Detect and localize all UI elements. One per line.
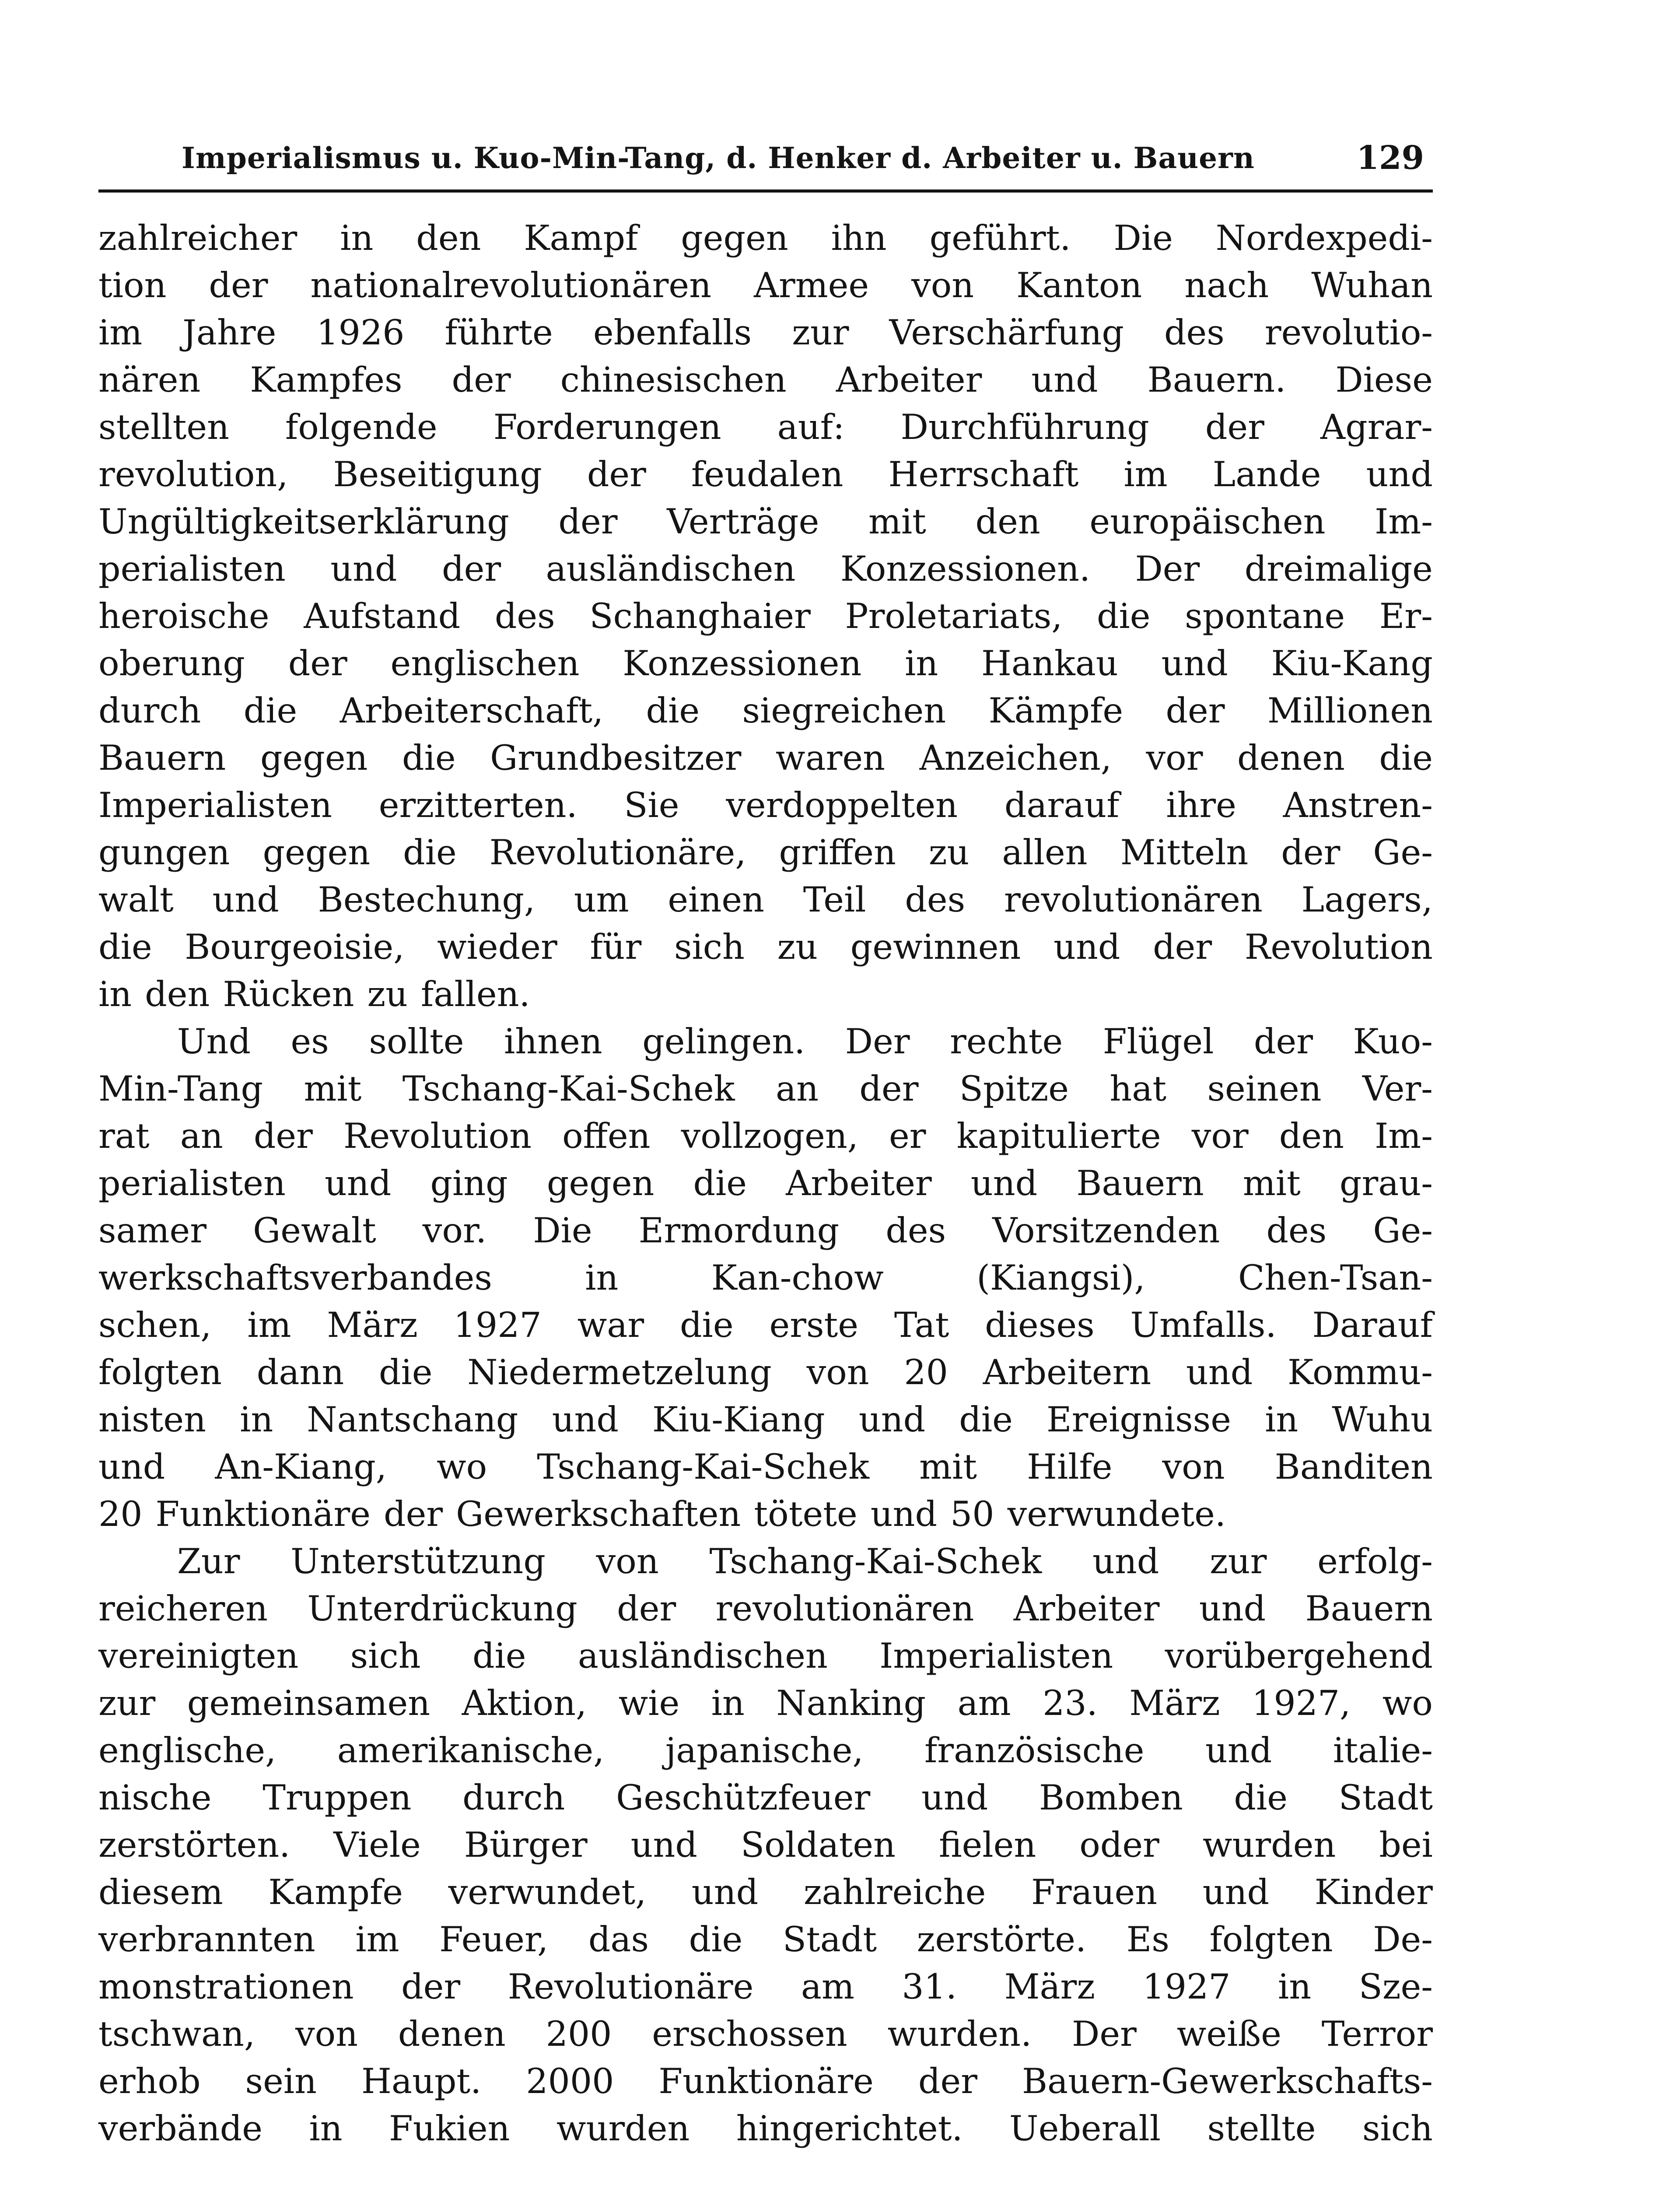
text-line: heroische Aufstand des Schanghaier Proletariats, die spontane Er- bbox=[98, 596, 1433, 636]
text-line: Und es sollte ihnen gelingen. Der rechte Flügel der Kuo- bbox=[177, 1021, 1433, 1062]
text-line: Ungültigkeitserklärung der Verträge mit den europäischen Im- bbox=[98, 501, 1433, 542]
text-line: rat an der Revolution offen vollzogen, er kapitulierte vor den Im- bbox=[98, 1116, 1433, 1156]
header-rule bbox=[98, 189, 1433, 193]
text-line: stellten folgende Forderungen auf: Durchführung der Agrar- bbox=[98, 407, 1433, 447]
text-line: und An-Kiang, wo Tschang-Kai-Schek mit Hilfe von Banditen bbox=[98, 1447, 1433, 1487]
body-text bbox=[98, 214, 1433, 2152]
text-line: nische Truppen durch Geschützfeuer und Bomben die Stadt bbox=[98, 1778, 1433, 1818]
text-line: die Bourgeoisie, wieder für sich zu gewinnen und der Revolution bbox=[98, 927, 1433, 967]
text-line: verbrannten im Feuer, das die Stadt zerstörte. Es folgten De- bbox=[98, 1919, 1433, 1960]
text-line: Zur Unterstützung von Tschang-Kai-Schek und zur erfolg- bbox=[177, 1541, 1433, 1581]
text-line: walt und Bestechung, um einen Teil des revolutionären Lagers, bbox=[98, 880, 1433, 920]
text-line: oberung der englischen Konzessionen in Hankau und Kiu-Kang bbox=[98, 643, 1433, 684]
text-line: Min-Tang mit Tschang-Kai-Schek an der Spitze hat seinen Ver- bbox=[98, 1069, 1433, 1109]
text-line: zerstörten. Viele Bürger und Soldaten fielen oder wurden bei bbox=[98, 1825, 1433, 1865]
text-line: schen, im März 1927 war die erste Tat dieses Umfalls. Darauf bbox=[98, 1305, 1433, 1345]
text-line: reicheren Unterdrückung der revolutionären Arbeiter und Bauern bbox=[98, 1588, 1433, 1629]
text-line: nisten in Nantschang und Kiu-Kiang und die Ereignisse in Wuhu bbox=[98, 1399, 1433, 1440]
text-line: tion der nationalrevolutionären Armee von Kanton nach Wuhan bbox=[98, 265, 1433, 305]
text-line: gungen gegen die Revolutionäre, griffen zu allen Mitteln der Ge- bbox=[98, 832, 1433, 873]
text-line: nären Kampfes der chinesischen Arbeiter und Bauern. Diese bbox=[98, 360, 1433, 400]
text-line: perialisten und ging gegen die Arbeiter und Bauern mit grau- bbox=[98, 1163, 1433, 1203]
text-line: in den Rücken zu fallen. bbox=[98, 974, 530, 1014]
text-line: durch die Arbeiterschaft, die siegreichen Kämpfe der Millionen bbox=[98, 691, 1433, 731]
text-line: diesem Kampfe verwundet, und zahlreiche Frauen und Kinder bbox=[98, 1872, 1433, 1912]
text-line: im Jahre 1926 führte ebenfalls zur Verschärfung des revolutio- bbox=[98, 312, 1433, 353]
text-line: zur gemeinsamen Aktion, wie in Nanking am 23. März 1927, wo bbox=[98, 1683, 1433, 1723]
text-line: Imperialisten erzitterten. Sie verdoppelten darauf ihre Anstren- bbox=[98, 785, 1433, 825]
text-line: erhob sein Haupt. 2000 Funktionäre der Bauern-Gewerkschafts- bbox=[98, 2061, 1433, 2101]
text-line: folgten dann die Niedermetzelung von 20 Arbeitern und Kommu- bbox=[98, 1352, 1433, 1392]
text-line: perialisten und der ausländischen Konzessionen. Der dreimalige bbox=[98, 549, 1433, 589]
page-number: 129 bbox=[1356, 139, 1424, 177]
text-line: englische, amerikanische, japanische, französische und italie- bbox=[98, 1730, 1433, 1771]
text-line: zahlreicher in den Kampf gegen ihn geführt. Die Nordexpedi- bbox=[98, 218, 1433, 258]
text-line: samer Gewalt vor. Die Ermordung des Vorsitzenden des Ge- bbox=[98, 1210, 1433, 1251]
text-line: werkschaftsverbandes in Kan-chow (Kiangsi), Chen-Tsan- bbox=[98, 1258, 1433, 1298]
text-line: revolution, Beseitigung der feudalen Herrschaft im Lande und bbox=[98, 454, 1433, 494]
text-line: vereinigten sich die ausländischen Imperialisten vorübergehend bbox=[98, 1636, 1433, 1676]
text-line: tschwan, von denen 200 erschossen wurden. Der weiße Terror bbox=[98, 2014, 1433, 2054]
text-line: Bauern gegen die Grundbesitzer waren Anzeichen, vor denen die bbox=[98, 738, 1433, 778]
running-head-title: Imperialismus u. Kuo-Min-Tang, d. Henker d. Arbeiter u. Bauern bbox=[182, 141, 1255, 175]
running-head bbox=[98, 131, 1433, 179]
text-line: monstrationen der Revolutionäre am 31. März 1927 in Sze- bbox=[98, 1967, 1433, 2007]
text-line: verbände in Fukien wurden hingerichtet. Ueberall stellte sich bbox=[98, 2108, 1433, 2149]
text-line: 20 Funktionäre der Gewerkschaften tötete und 50 verwundete. bbox=[98, 1494, 1226, 1534]
